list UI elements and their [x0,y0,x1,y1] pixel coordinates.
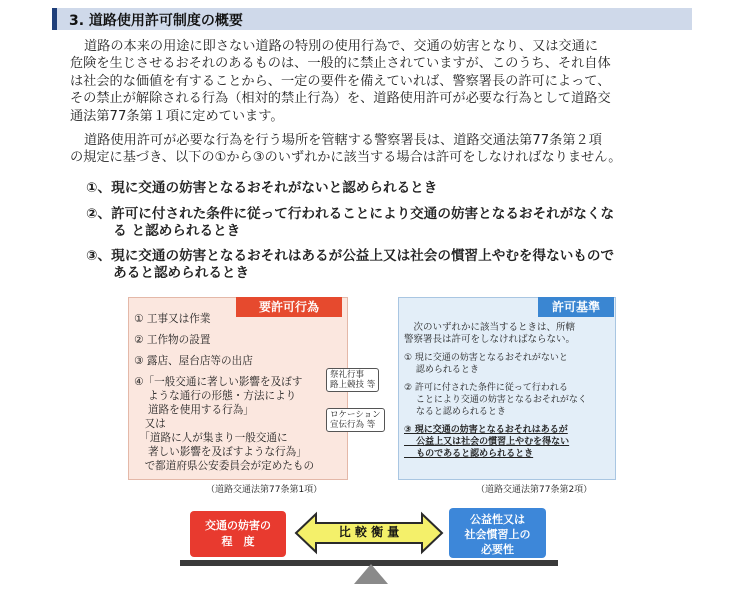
section-title: 3. 道路使用許可制度の概要 [69,13,243,29]
box-line: 程 度 [221,535,255,548]
list-item: ものであると認められるとき [404,449,534,459]
para2-line: 道路使用許可が必要な行為を行う場所を管轄する警察署長は、道路交通法第77条第２項 [84,133,602,148]
example-note-1 [326,368,379,392]
list-item: 「道路に人が集まり一般交通に [134,432,288,444]
list-item: なると認められるとき [404,407,506,417]
permit-required-tag: 要許可行為 [236,297,342,317]
paragraph-1 [70,38,690,125]
example-note-2 [326,408,385,432]
item-line: ②、許可に付された条件に従って行われることにより交通の妨害となるおそれがなくな [86,206,615,222]
list-item: 警察署長は許可をしなければならない。 [404,334,576,345]
para2-line: の規定に基づき、以下の①から③のいずれかに該当する場合は許可をしなければなりません。 [70,150,622,166]
box-line: 必要性 [481,543,514,556]
item-line: ①、現に交通の妨害となるおそれがないと認められるとき [86,180,438,196]
para1-line: 危険を生じさせるおそれのあるものは、一般的に禁止されていますが、このうち、それ自体 [70,56,611,72]
para1-line: 通法第77条第１項に定めています。 [70,108,284,124]
public-interest-box [449,508,546,558]
box-line: 社会慣習上の [464,528,531,541]
list-item: 認められるとき [404,365,479,375]
fulcrum-icon [354,564,388,584]
list-item: ① 工事又は作業 [134,313,211,325]
comparison-label: 比 較 衡 量 [338,525,400,539]
list-item: 道路を使用する行為」 [134,404,254,416]
list-item: ③ 露店、屋台店等の出店 [134,355,253,367]
law-reference-right: （道路交通法第77条第2項） [476,485,593,495]
list-item: 公益上又は社会の慣習上やむを得ない [404,437,570,447]
item-line: ③、現に交通の妨害となるおそれはあるが公益上又は社会の慣習上やむを得ないもので [86,248,615,264]
list-item: ③ 現に交通の妨害となるおそれはあるが [404,425,568,435]
law-reference-left: （道路交通法第77条第1項） [206,485,323,495]
condition-item-3 [86,248,706,282]
paragraph-2 [70,132,690,167]
list-item: ことにより交通の妨害となるおそれがなく [404,395,587,405]
note-line: 宣伝行為 等 [330,420,376,430]
list-item: ような通行の形態・方法により [134,390,297,402]
permit-criteria-list [404,322,587,460]
permit-required-list [134,312,314,473]
para1-line: は社会的な価値を有することから、一定の要件を備えていれば、警察署長の許可によって、 [70,73,611,89]
condition-item-2 [86,206,706,240]
note-line: 路上競技 等 [330,380,376,390]
permit-criteria-tag: 許可基準 [538,297,614,317]
list-item: ② 工作物の設置 [134,334,211,346]
item-line: る と認められるとき [86,223,241,239]
list-item: ④「一般交通に著しい影響を及ぼす [134,376,303,388]
note-line: 祭礼行事 [330,370,365,380]
traffic-obstruction-box [190,511,286,557]
list-item: ① 現に交通の妨害となるおそれがないと [404,353,568,363]
note-line: ロケーション [330,410,381,420]
box-line: 公益性又は [470,513,525,526]
para1-line: その禁止が解除される行為（相対的禁止行為）を、道路使用許可が必要な行為として道路交 [70,91,611,107]
list-item: で都道府県公安委員会が定めたもの [134,460,315,472]
para1-line: 道路の本来の用途に即さない道路の特別の使用行為で、交通の妨害となり、又は交通に [84,39,599,54]
condition-item-1 [86,180,706,197]
list-item: ② 許可に付された条件に従って行われる [404,383,568,393]
box-line: 交通の妨害の [205,519,271,532]
list-item: 著しい影響を及ぼすような行為」 [134,446,307,458]
list-item: 又は [134,418,166,430]
section-heading [52,8,692,30]
list-item: 次のいずれかに該当するときは、所轄 [404,322,576,333]
item-line: あると認められるとき [86,265,250,281]
